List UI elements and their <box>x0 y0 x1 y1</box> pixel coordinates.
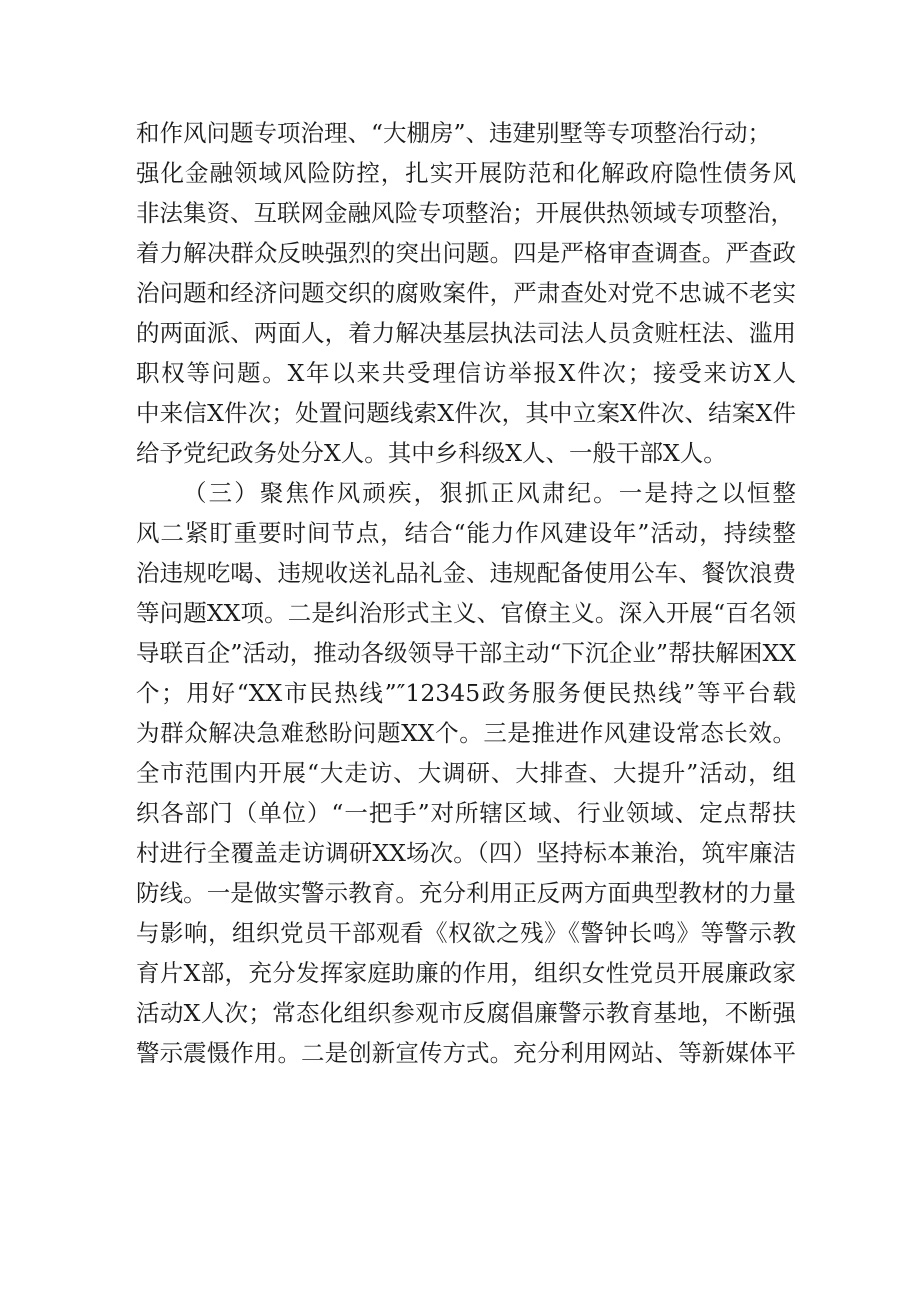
text-line: 导联百企”活动，推动各级领导干部主动“下沉企业”帮扶解困XX <box>136 639 796 667</box>
body-text <box>136 113 796 1073</box>
text-line: 非法集资、互联网金融风险专项整治；开展供热领域专项整治， <box>136 199 794 227</box>
text-line: 与影响，组织党员干部观看《权欲之残》《警钟长鸣》等警示教 <box>136 919 796 947</box>
text-line: 村进行全覆盖走访调研XX场次。（四）坚持标本兼治，筑牢廉洁 <box>136 839 796 867</box>
text-line: 全市范围内开展“大走访、大调研、大排查、大提升”活动，组 <box>136 759 796 787</box>
text-line: 治问题和经济问题交织的腐败案件，严肃查处对党不忠诚不老实 <box>136 279 796 307</box>
text-line: 和作风问题专项治理、“大棚房”、违建别墅等专项整治行动； <box>136 119 772 147</box>
text-line: 给予党纪政务处分X人。其中乡科级X人、一般干部X人。 <box>136 439 727 467</box>
text-line: 为群众解决急难愁盼问题XX个。三是推进作风建设常态长效。 <box>136 719 796 747</box>
text-line: 织各部门（单位）“一把手”对所辖区域、行业领域、定点帮扶 <box>136 799 796 827</box>
text-line: 个；用好“XX市民热线”″12345政务服务便民热线”等平台载 <box>136 679 796 707</box>
text-line: 风二紧盯重要时间节点，结合“能力作风建设年”活动，持续整 <box>136 519 796 547</box>
text-line: 的两面派、两面人，着力解决基层执法司法人员贪赃枉法、滥用 <box>136 319 796 347</box>
text-line: 活动X人次；常态化组织参观市反腐倡廉警示教育基地，不断强 <box>136 999 796 1027</box>
text-line: 治违规吃喝、违规收送礼品礼金、违规配备使用公车、餐饮浪费 <box>136 559 796 587</box>
text-line: 警示震慑作用。二是创新宣传方式。充分利用网站、等新媒体平 <box>136 1039 796 1067</box>
text-line: 育片X部，充分发挥家庭助廉的作用，组织女性党员开展廉政家 <box>136 959 796 987</box>
text-line: 防线。一是做实警示教育。充分利用正反两方面典型教材的力量 <box>136 879 796 907</box>
text-line: 中来信X件次；处置问题线索X件次，其中立案X件次、结案X件 <box>136 399 796 427</box>
text-line: 强化金融领域风险防控，扎实开展防范和化解政府隐性债务风 <box>136 159 796 187</box>
text-line: 等问题XX项。二是纠治形式主义、官僚主义。深入开展“百名领 <box>136 599 796 627</box>
text-line: 着力解决群众反映强烈的突出问题。四是严格审查调查。严查政 <box>136 239 796 267</box>
paragraph-start-line: （三）聚焦作风顽疾，狠抓正风肃纪。一是持之以恒整 <box>183 479 796 507</box>
text-line: 职权等问题。X年以来共受理信访举报X件次；接受来访X人 <box>136 359 796 387</box>
